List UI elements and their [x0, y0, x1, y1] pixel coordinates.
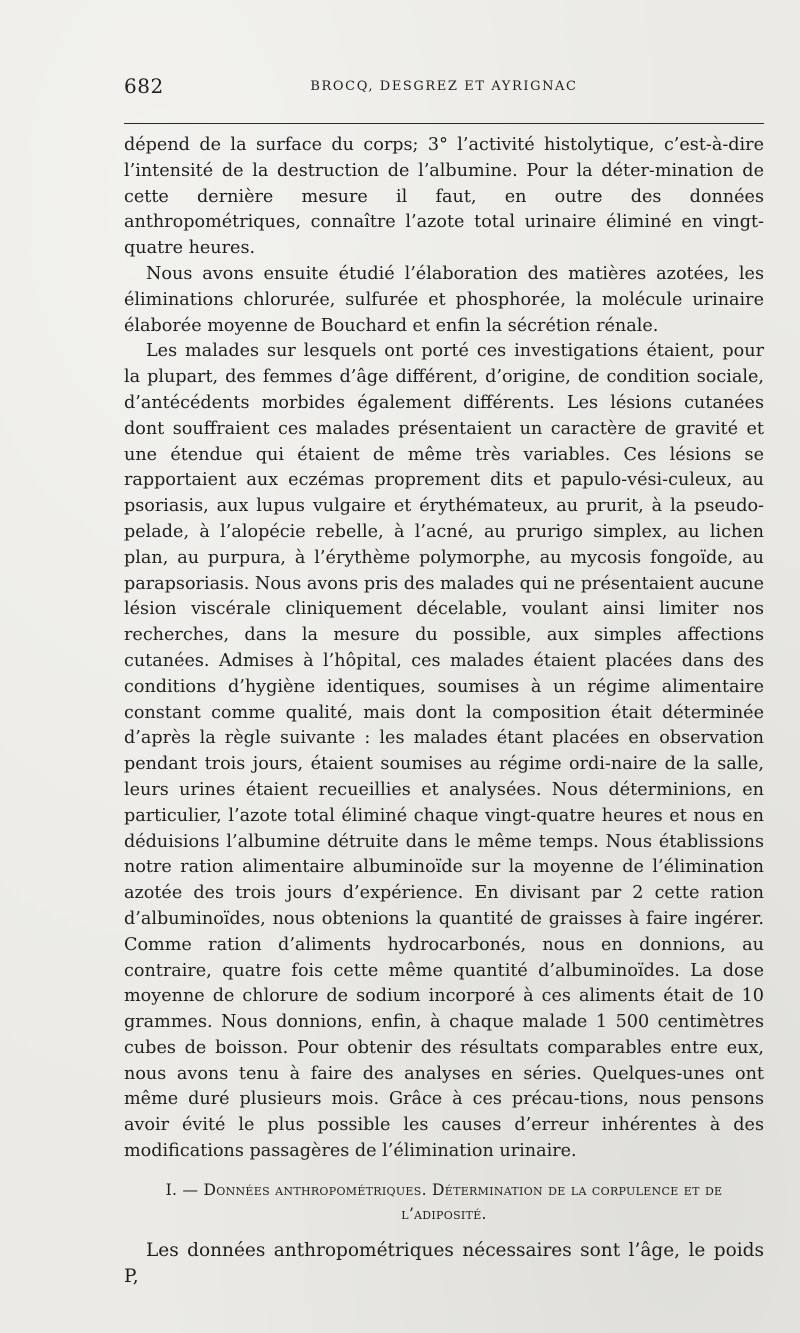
- paragraph-1: dépend de la surface du corps; 3° l’activité histolytique, c’est-à-dire l’intensité de la destruction de l’albumine. Pour la déter-mination de cette dernière mesure il faut, en outre des données anthropométriques, connaître l’azote total urinaire éliminé en vingt-quatre heures.: [124, 135, 764, 259]
- paragraph-2: Nous avons ensuite étudié l’élaboration des matières azotées, les éliminations chlorurée, sulfurée et phosphorée, la molécule urinaire élaborée moyenne de Bouchard et enfin la sécrétion rénale.: [124, 263, 764, 336]
- closing-line: Les données anthropométriques nécessaires sont l’âge, le poids P,: [124, 1239, 764, 1287]
- page-number: 682: [124, 74, 164, 98]
- header-rule: [124, 123, 764, 124]
- section-title: Données anthropométriques. Détermination de la corpulence et de l’adiposité.: [203, 1180, 723, 1223]
- section-number: I. —: [165, 1180, 199, 1199]
- running-head: BROCQ, DESGREZ ET AYRIGNAC: [310, 79, 578, 94]
- section-heading: [124, 1178, 764, 1226]
- paragraph-3: Les malades sur lesquels ont porté ces investigations étaient, pour la plupart, des femmes d’âge différent, d’origine, de condition sociale, d’antécédents morbides également différents. Les lésions cutanées dont souffraient ces malades présentaient un caractère de gravité et une étendue qui étaient de même très variables. Ces lésions se rapportaient aux eczémas proprement dits et papulo-vési-culeux, au psoriasis, aux lupus vulgaire et érythémateux, au prurit, à la pseudo-pelade, à l’alopécie rebelle, à l’acné, au prurigo simplex, au lichen plan, au purpura, à l’érythème polymorphe, au mycosis fongoïde, au parapsoriasis. Nous avons pris des malades qui ne présentaient aucune lésion viscérale cliniquement décelable, voulant ainsi limiter nos recherches, dans la mesure du possible, aux simples affections cutanées. Admises à l’hôpital, ces malades étaient placées dans des conditions d’hygiène identiques, soumises à un régime alimentaire constant comme qualité, mais dont la composition était déterminée d’après la règle suivante : les malades étant placées en observation pendant trois jours, étaient soumises au régime ordi-naire de la salle, leurs urines étaient recueillies et analysées. Nous déterminions, en particulier, l’azote total éliminé chaque vingt-quatre heures et nous en déduisions l’albumine détruite dans le même temps. Nous établissions notre ration alimentaire albuminoïde sur la moyenne de l’élimination azotée des trois jours d’expérience. En divisant par 2 cette ration d’albuminoïdes, nous obtenions la quantité de graisses à faire ingérer. Comme ration d’aliments hydrocarbonés, nous en donnions, au contraire, quatre fois cette même quantité d’albuminoïdes. La dose moyenne de chlorure de sodium incorporé à ces aliments était de 10 grammes. Nous donnions, enfin, à chaque malade 1 500 centimètres cubes de boisson. Pour obtenir des résultats comparables entre eux, nous avons tenu à faire des analyses en séries. Quelques-unes ont même duré plusieurs mois. Grâce à ces précau-tions, nous pensons avoir évité le plus possible les causes d’erreur inhérentes à des modifications passagères de l’élimination urinaire.: [124, 341, 764, 1162]
- page-header: [124, 74, 764, 104]
- body-text: [124, 133, 764, 1290]
